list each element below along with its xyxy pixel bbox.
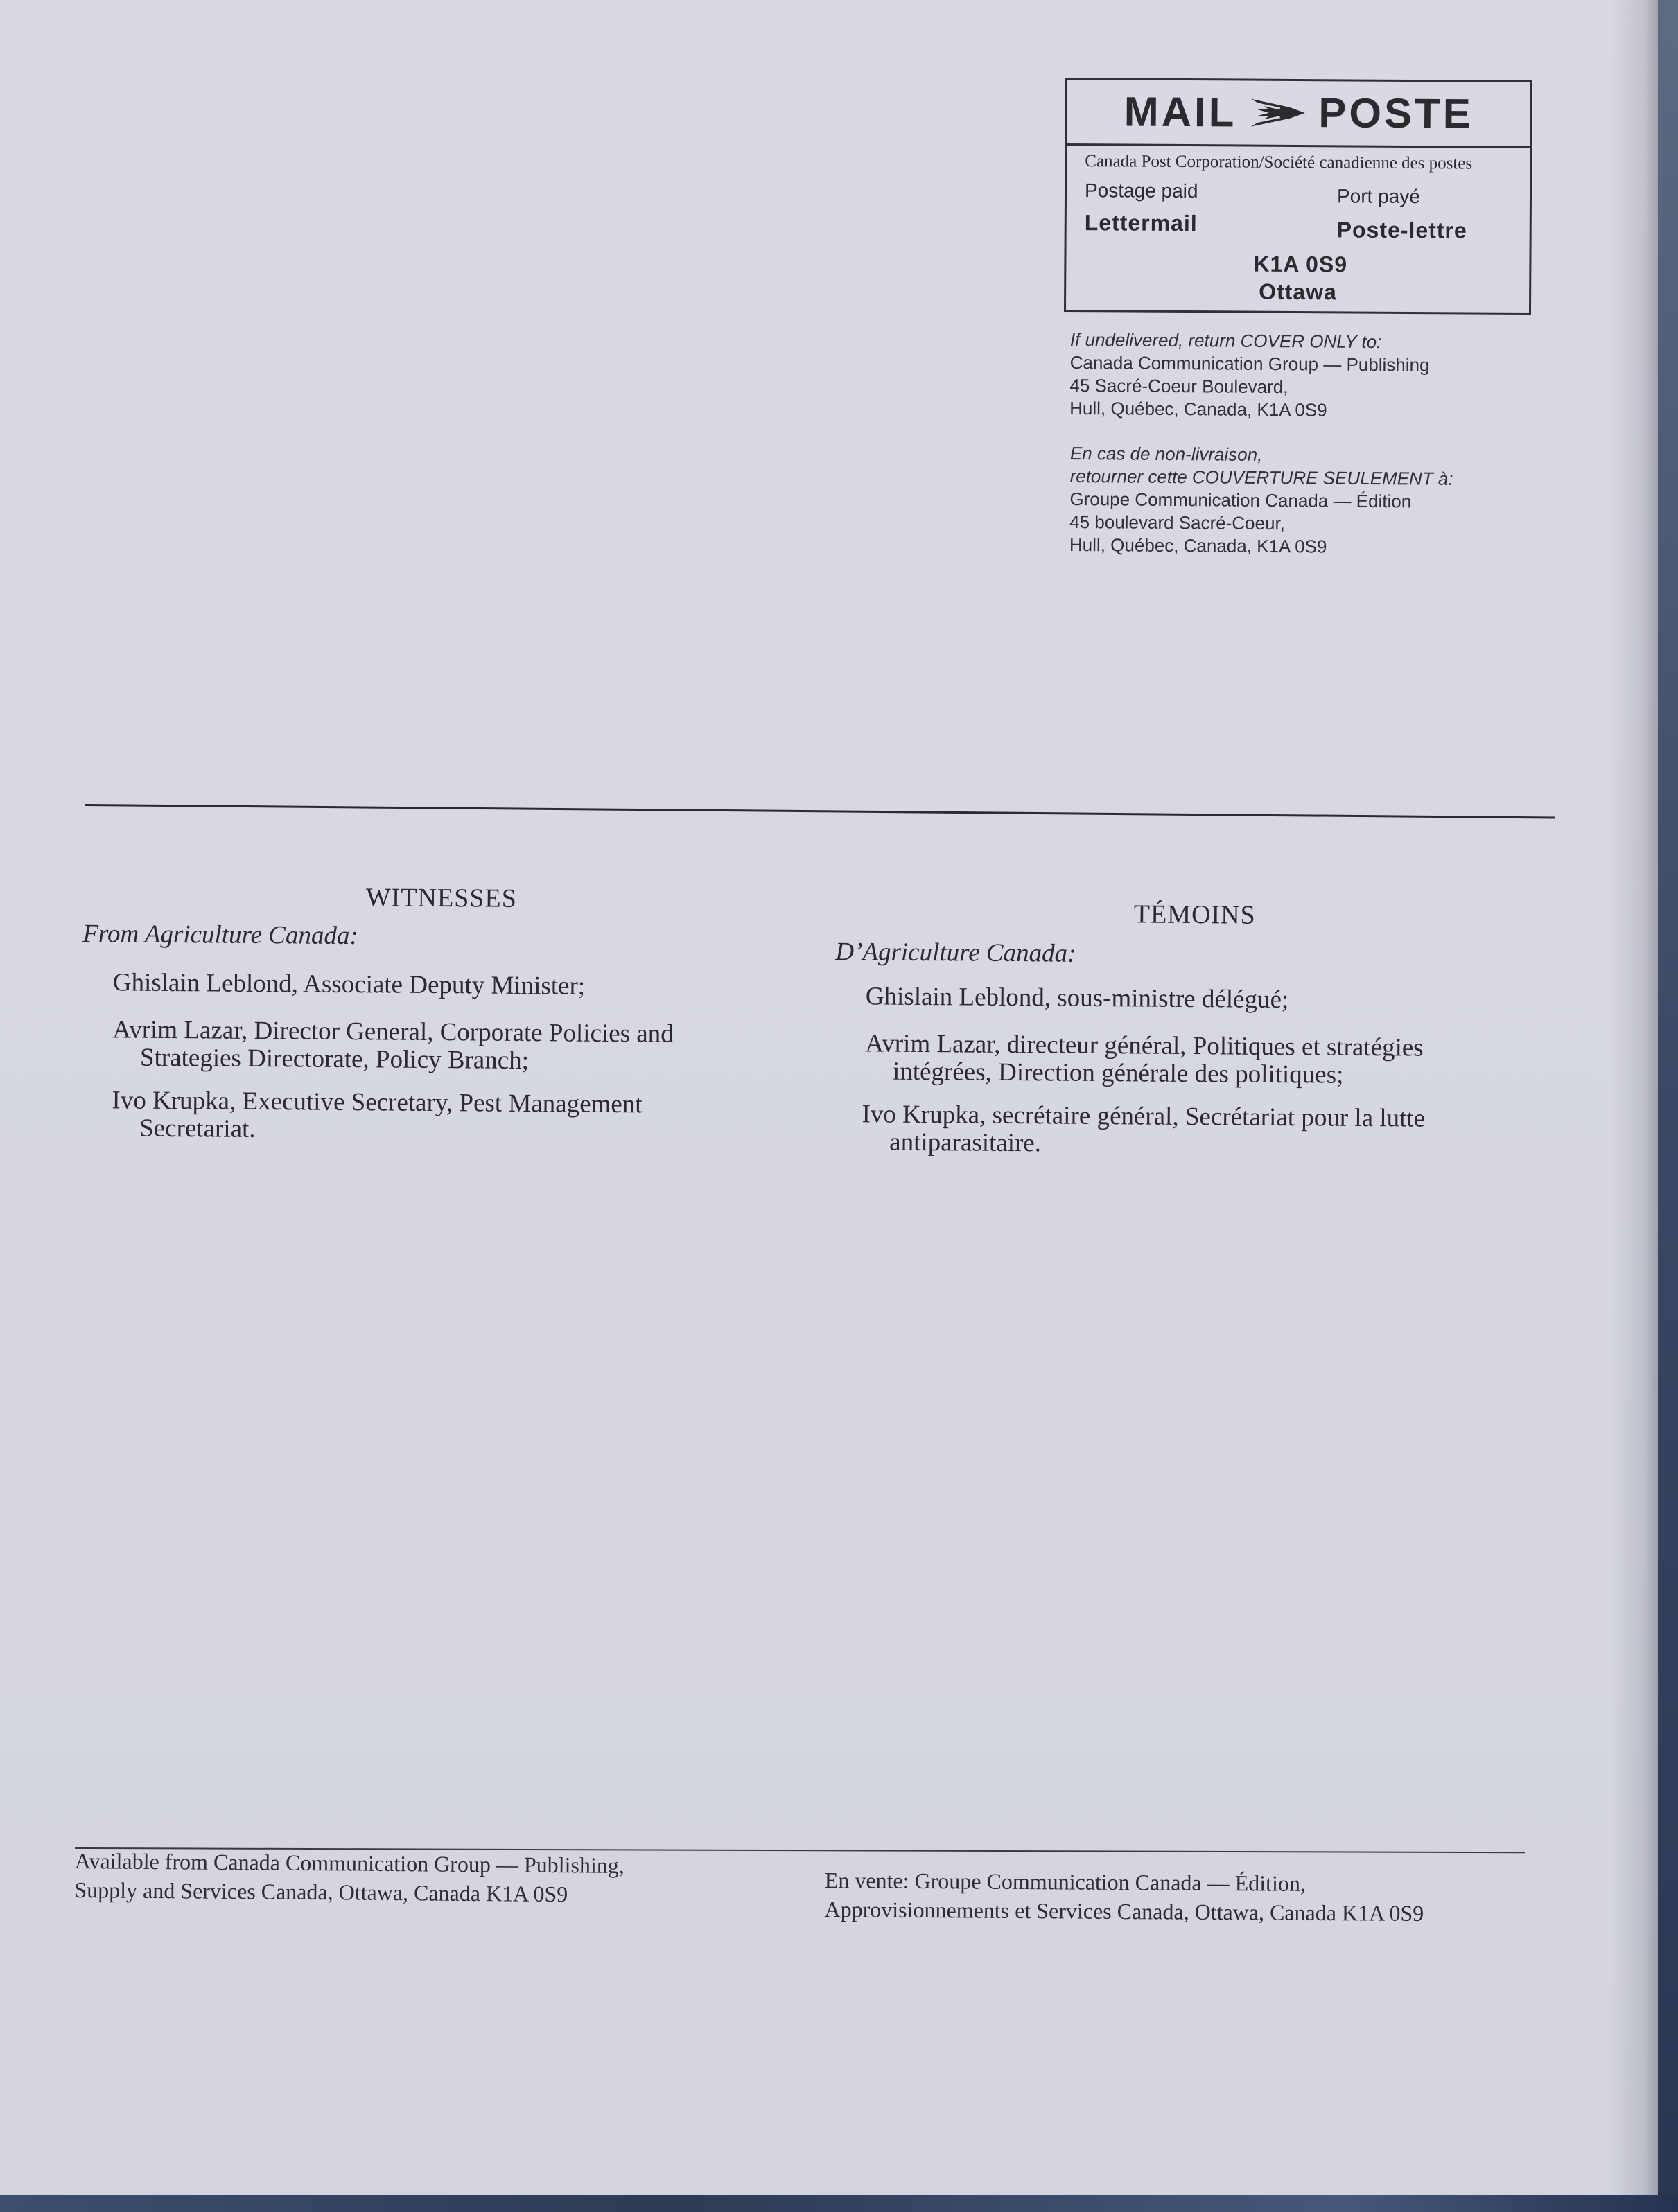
indicia-corporation: Canada Post Corporation/Société canadienne des postes xyxy=(1085,152,1473,173)
indicia-port-paye: Port payé xyxy=(1336,185,1420,208)
footer-en-line-1: Available from Canada Communication Group — Publishing, xyxy=(74,1848,625,1878)
return-fr-line-4: 45 boulevard Sacré-Coeur, xyxy=(1069,511,1286,534)
book-edge-bottom xyxy=(0,2195,1678,2212)
footer-fr-line-1: En vente: Groupe Communication Canada — Édition, xyxy=(824,1868,1306,1896)
return-fr-line-3: Groupe Communication Canada — Édition xyxy=(1069,488,1412,512)
footer-en-line-2: Supply and Services Canada, Ottawa, Canada K1A 0S9 xyxy=(74,1877,568,1907)
witnesses-heading: WITNESSES xyxy=(365,883,517,913)
temoins-heading: TÉMOINS xyxy=(1133,899,1256,930)
return-en-line-1: If undelivered, return COVER ONLY to: xyxy=(1069,328,1382,353)
indicia-postal-code: K1A 0S9 xyxy=(1253,251,1348,277)
return-fr-line-1: En cas de non-livraison, xyxy=(1069,443,1263,465)
witness-entry-line: Ivo Krupka, Executive Secretary, Pest Management xyxy=(112,1086,643,1119)
indicia-city: Ottawa xyxy=(1259,279,1337,305)
return-fr-line-2: retourner cette COUVERTURE SEULEMENT à: xyxy=(1069,465,1453,489)
temoin-entry-line: Ivo Krupka, secrétaire général, Secrétariat pour la lutte xyxy=(862,1100,1426,1133)
witnesses-org: From Agriculture Canada: xyxy=(82,919,358,951)
page-shadow xyxy=(1609,0,1658,2195)
indicia-poste-lettre: Poste-lettre xyxy=(1336,217,1467,243)
witness-entry-line: Ghislain Leblond, Associate Deputy Minister; xyxy=(112,968,586,1001)
return-address-en xyxy=(1069,328,1430,423)
indicia-poste-word: POSTE xyxy=(1318,89,1474,137)
indicia-mail-word: MAIL xyxy=(1124,88,1237,136)
book-edge-right xyxy=(1658,0,1678,2212)
temoin-entry-line: Avrim Lazar, directeur général, Politiques et stratégies xyxy=(865,1029,1424,1062)
indicia-header xyxy=(1067,80,1530,148)
canada-post-logo-icon xyxy=(1248,95,1307,132)
return-en-line-4: Hull, Québec, Canada, K1A 0S9 xyxy=(1069,397,1327,421)
indicia-postage-paid: Postage paid xyxy=(1084,179,1198,202)
footer-fr xyxy=(824,1866,1424,1928)
temoin-entry xyxy=(866,983,1289,1014)
return-address-fr xyxy=(1069,442,1453,559)
temoin-entry xyxy=(862,1100,1425,1160)
footer-en xyxy=(74,1846,624,1909)
indicia-lettermail: Lettermail xyxy=(1084,210,1198,236)
footer-fr-line-2: Approvisionnements et Services Canada, Ottawa, Canada K1A 0S9 xyxy=(824,1896,1424,1926)
postage-indicia xyxy=(1064,78,1532,315)
return-en-line-3: 45 Sacré-Coeur Boulevard, xyxy=(1069,374,1288,398)
temoin-entry-line: intégrées, Direction générale des politiques; xyxy=(892,1057,1344,1089)
temoin-entry xyxy=(865,1030,1424,1089)
witness-entry xyxy=(113,969,586,1000)
section-divider xyxy=(85,804,1555,819)
return-en-line-2: Canada Communication Group — Publishing xyxy=(1069,351,1430,376)
witness-entry xyxy=(112,1087,643,1146)
return-fr-line-5: Hull, Québec, Canada, K1A 0S9 xyxy=(1069,534,1327,557)
witness-entry-line: Strategies Directorate, Policy Branch; xyxy=(139,1043,530,1076)
temoins-org: D’Agriculture Canada: xyxy=(835,937,1076,968)
temoin-entry-line: antiparasitaire. xyxy=(889,1127,1042,1158)
witness-entry-line: Avrim Lazar, Director General, Corporate Policies and xyxy=(112,1015,674,1048)
temoin-entry-line: Ghislain Leblond, sous-ministre délégué; xyxy=(865,982,1289,1015)
witness-entry-line: Secretariat. xyxy=(139,1114,256,1143)
witness-entry xyxy=(112,1016,674,1076)
